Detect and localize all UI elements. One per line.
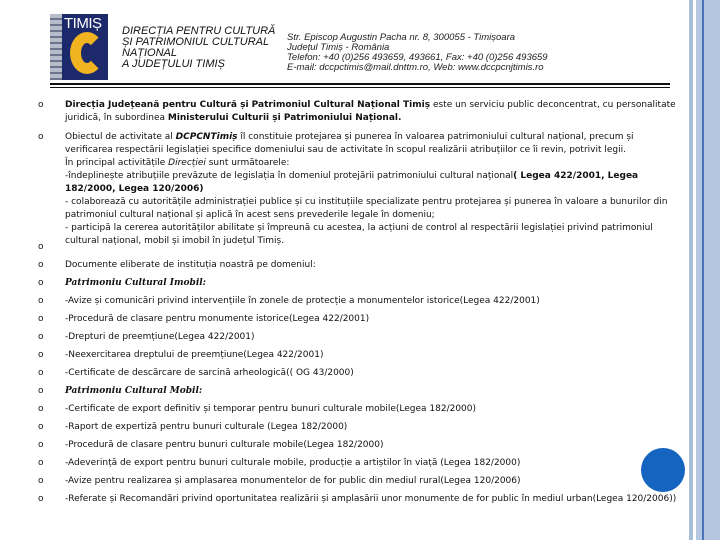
- list-item: [38, 259, 680, 272]
- org-line: ȘI PATRIMONIUL CULTURAL: [122, 36, 270, 48]
- bullet-icon: o: [38, 100, 44, 110]
- list-item-text: -Procedură de clasare pentru bunuri culturale mobile(Legea 182/2000): [65, 440, 384, 450]
- intro-paragraph: [38, 99, 680, 125]
- list-item-text: -Avize și comunicări privind intervențiile în zonele de protecție a monumentelor istorice(Legea 422/2001): [65, 296, 540, 306]
- bullet-icon: o: [38, 440, 44, 450]
- bullet-icon: o: [38, 132, 44, 142]
- list-item: [38, 457, 680, 470]
- list-item-text: -Referate și Recomandări privind oportunitatea realizării și amplasării unor monumente de for public în mediul urban(Legea 120/2006)): [65, 494, 677, 504]
- objective-paragraph: [38, 131, 680, 248]
- text: este un serviciu public deconcentrat, cu personalitate juridică, în subordinea: [65, 100, 676, 123]
- organization-name: [122, 26, 275, 70]
- list-item-text: -Raport de expertiză pentru bunuri culturale (Legea 182/2000): [65, 422, 348, 432]
- org-line: A JUDEȚULUI TIMIȘ: [122, 58, 225, 70]
- address-line: Județul Timiș - România: [287, 42, 390, 53]
- text: sunt următoarele:: [205, 158, 290, 168]
- list-item-text: Patrimoniu Cultural Imobil:: [65, 278, 206, 288]
- bullet-icon: o: [38, 422, 44, 432]
- bullet-icon: o: [38, 494, 44, 504]
- bullet-icon: o: [38, 296, 44, 306]
- list-item: [38, 331, 680, 344]
- text: Direcției: [168, 158, 206, 168]
- list-item-text: -Avize pentru realizarea și amplasarea monumentelor de for public din mediul rural(Legea 120/2006): [65, 476, 521, 486]
- address-line: Telefon: +40 (0)256 493659, 493661, Fax: +40 (0)256 493659: [287, 52, 548, 63]
- logo: [50, 14, 108, 80]
- org-line: NAȚIONAL: [122, 47, 178, 59]
- list-item: [38, 313, 680, 326]
- text: Obiectul de activitate al: [65, 132, 176, 142]
- list-item: [38, 475, 680, 488]
- list-item-text: -Neexercitarea dreptului de preemțiune(Legea 422/2001): [65, 350, 324, 360]
- text: Ministerului Culturii și Patrimoniului Național.: [167, 113, 402, 123]
- bullet-icon: o: [38, 332, 44, 342]
- text: -îndeplinește atribuțiile prevăzute de legislația în domeniul protejării patrimoniului cultural național: [65, 171, 514, 181]
- list-item-text: -Drepturi de preemțiune(Legea 422/2001): [65, 332, 255, 342]
- address-line: Str. Episcop Augustin Pacha nr. 8, 300055 - Timișoara: [287, 32, 516, 43]
- bullet-icon: o: [38, 386, 44, 396]
- bullet-icon: o: [38, 404, 44, 414]
- bullet-icon: o: [38, 242, 44, 252]
- contact-address: [287, 33, 548, 73]
- text: DCPCNTimiș: [175, 132, 238, 142]
- bullet-icon: o: [38, 458, 44, 468]
- list-item-text: -Procedură de clasare pentru monumente istorice(Legea 422/2001): [65, 314, 370, 324]
- list-item: [38, 403, 680, 416]
- bullet-icon: o: [38, 476, 44, 486]
- decorative-stripe: [702, 0, 704, 540]
- list-item: [38, 349, 680, 362]
- list-item-text: -Adeverință de export pentru bunuri culturale mobile, producție a artiștilor în viață (Legea 182/2000): [65, 458, 521, 468]
- list-item: [38, 493, 680, 506]
- bullet-icon: o: [38, 350, 44, 360]
- decorative-stripe: [689, 0, 693, 540]
- list-item: [38, 421, 680, 434]
- bullet-icon: o: [38, 260, 44, 270]
- text: În principal activitățile: [65, 158, 169, 168]
- text: - colaborează cu autoritățile administrației publice și cu instituțiile specializate pentru protejarea și punerea în valoare a bunurilor din patrimoniul cultural național și aplică în acest sens prevederile legale în domeniu;: [65, 197, 668, 220]
- list-item-text: -Certificate de descărcare de sarcină arheologică(( OG 43/2000): [65, 368, 354, 378]
- org-line: DIRECȚIA PENTRU CULTURĂ: [122, 25, 276, 37]
- list-item: [38, 295, 680, 308]
- list-item-text: Patrimoniu Cultural Mobil:: [65, 386, 203, 396]
- address-line: E-mail: dccpctimis@mail.dnttm.ro, Web: www.dccpcnjtimis.ro: [287, 62, 544, 73]
- bullet-icon: o: [38, 368, 44, 378]
- list-item-text: Documente eliberate de instituția noastră pe domeniul:: [65, 260, 316, 270]
- header-divider: [50, 87, 670, 88]
- bullet-icon: o: [38, 278, 44, 288]
- text: îl constituie protejarea și punerea în valoarea patrimoniului cultural național, precum și verificarea respectării legislației specifice domeniului sau de activitate în scopul realizării atribuțiilor ce îi revin, potrivit legii.: [65, 132, 634, 155]
- bullet-icon: o: [38, 314, 44, 324]
- list-item: [38, 439, 680, 452]
- text: Direcția Județeană pentru Cultură și Patrimoniul Cultural Național Timiș: [65, 100, 431, 110]
- list-item: [38, 277, 680, 290]
- list-item-text: -Certificate de export definitiv și temporar pentru bunuri culturale mobile(Legea 182/2000): [65, 404, 477, 414]
- list-item: [38, 367, 680, 380]
- header-divider: [50, 83, 670, 85]
- logo-text: TIMIȘ: [64, 15, 102, 32]
- list-item: [38, 385, 680, 398]
- text: ( Legea 422/2001, Legea 182/2000, Legea 120/2006): [65, 171, 639, 194]
- text: - participă la cererea autorităților abilitate și împreună cu acestea, la acțiuni de control al respectării legislației privind patrimoniul cultural național, mobil și imobil în județul Timiș.: [65, 223, 653, 246]
- decorative-stripe: [696, 0, 720, 540]
